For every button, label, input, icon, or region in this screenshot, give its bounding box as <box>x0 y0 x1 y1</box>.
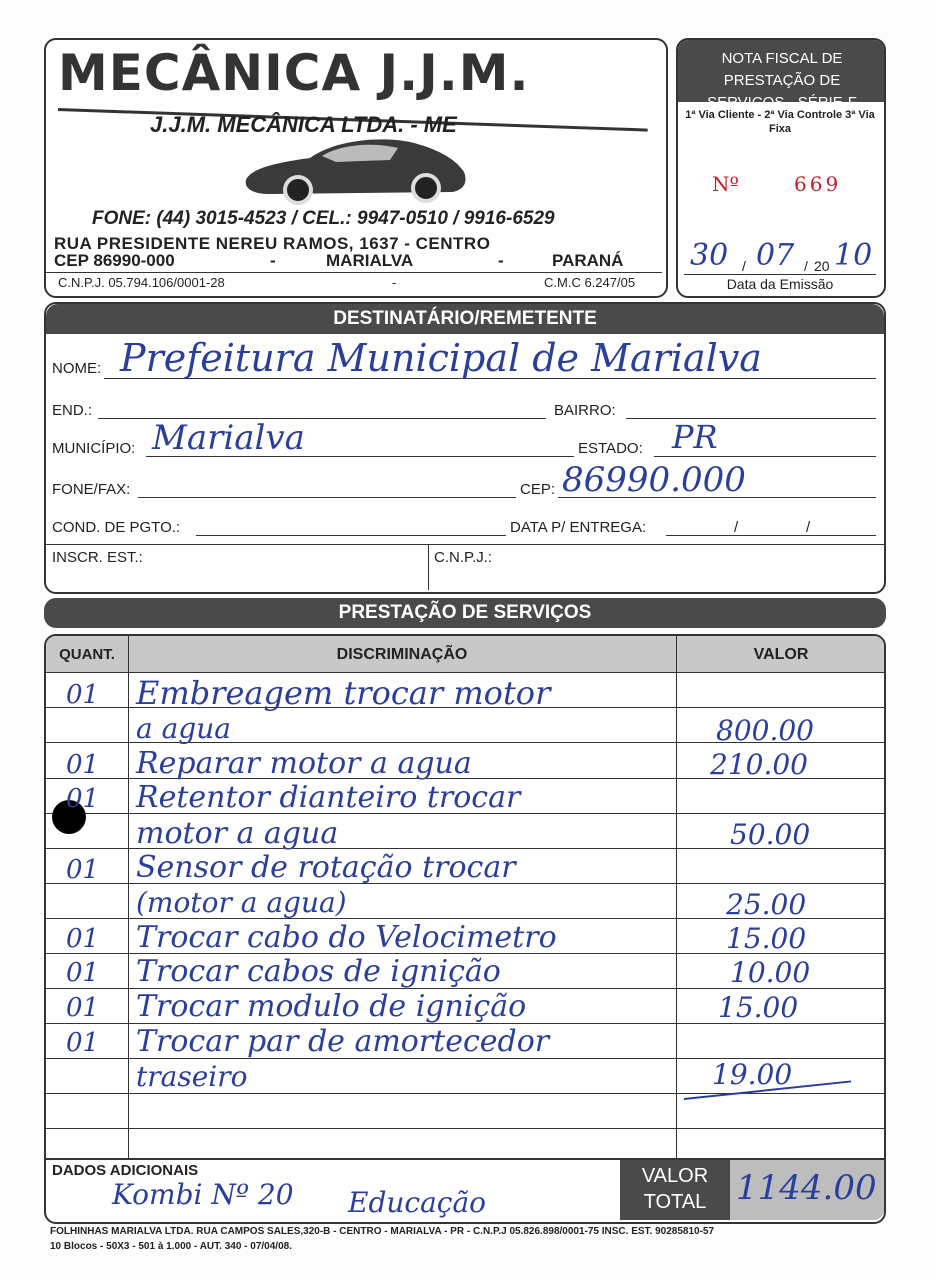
cnpj-label: C.N.P.J.: <box>434 549 493 566</box>
municipio-label: MUNICÍPIO: <box>52 440 136 457</box>
car-wheel-front <box>285 177 311 203</box>
bairro-label: BAIRRO: <box>554 402 616 419</box>
item-8-desc-cont: traseiro <box>136 1060 248 1093</box>
entrega-sep-1: / <box>734 519 739 536</box>
company-cnpj: C.N.P.J. 05.794.106/0001-28 <box>58 275 225 290</box>
item-1-desc: Embreagem trocar motor <box>136 674 551 712</box>
servicos-title: PRESTAÇÃO DE SERVIÇOS <box>44 598 886 628</box>
item-2-quant: 01 <box>66 750 100 780</box>
inscr-label: INSCR. EST.: <box>52 549 143 566</box>
emission-year: 10 <box>834 238 873 273</box>
company-phones: FONE: (44) 3015-4523 / CEL.: 9947-0510 / 9916-6529 <box>92 208 555 229</box>
nota-number-label: Nº <box>712 172 739 196</box>
item-6-desc: Trocar cabos de ignição <box>136 954 501 989</box>
company-legal-name: J.J.M. MECÂNICA LTDA. - ME <box>150 112 457 137</box>
printer-info-1: FOLHINHAS MARIALVA LTDA. RUA CAMPOS SALES,320-B - CENTRO - MARIALVA - PR - C.N.P.J 05.826.898/0001-75 INSC. EST. 90285810-57 <box>50 1226 715 1237</box>
fone-label: FONE/FAX: <box>52 481 131 498</box>
inscr-col-divider <box>428 544 429 590</box>
car-logo <box>240 128 470 206</box>
adicionais-value-2: Educação <box>348 1186 487 1219</box>
company-state: PARANÁ <box>552 251 624 270</box>
item-1-desc-cont: a agua <box>136 712 231 745</box>
emission-day: 30 <box>690 238 729 273</box>
adicionais-value: Kombi Nº 20 <box>112 1178 294 1211</box>
item-5-desc: Trocar cabo do Velocimetro <box>136 920 557 955</box>
col-quant-header: QUANT. <box>59 646 115 663</box>
item-6-quant: 01 <box>66 958 100 988</box>
item-2-value: 210.00 <box>710 748 808 781</box>
company-dash-1: - <box>270 251 276 270</box>
emission-month: 07 <box>756 238 795 273</box>
entrega-line <box>666 535 876 536</box>
item-3-desc: Retentor dianteiro trocar <box>136 780 521 815</box>
row-line <box>46 672 884 673</box>
item-2-desc: Reparar motor a agua <box>136 746 472 781</box>
item-8-value: 19.00 <box>712 1058 793 1091</box>
municipio-value: Marialva <box>152 418 305 458</box>
date-sep-2: / <box>804 258 808 274</box>
date-underline <box>684 274 876 275</box>
item-7-quant: 01 <box>66 993 100 1023</box>
item-1-quant: 01 <box>66 680 100 710</box>
total-label-2: TOTAL <box>643 1191 707 1213</box>
cep-label: CEP: <box>520 481 556 498</box>
nota-title: NOTA FISCAL DE PRESTAÇÃO DE SERVIÇOS - SÉRIE-F <box>707 50 857 111</box>
nome-value: Prefeitura Municipal de Marialva <box>120 336 762 380</box>
item-4-desc: Sensor de rotação trocar <box>136 850 516 885</box>
company-city: MARIALVA <box>326 251 414 270</box>
cep-value: 86990.000 <box>562 460 746 500</box>
estado-label: ESTADO: <box>578 440 643 457</box>
item-4-quant: 01 <box>66 855 100 885</box>
fone-line <box>138 497 516 498</box>
item-5-quant: 01 <box>66 924 100 954</box>
pgto-label: COND. DE PGTO.: <box>52 519 181 536</box>
total-value: 1144.00 <box>736 1168 877 1208</box>
item-3-value: 50.00 <box>730 818 811 851</box>
nota-vias: 1ª Via Cliente - 2ª Via Controle 3ª Via Fixa <box>685 109 875 135</box>
company-dash-3: - <box>392 275 397 290</box>
adicionais-label: DADOS ADICIONAIS <box>52 1162 199 1179</box>
car-wheel-rear <box>413 175 439 201</box>
col-valor-header: VALOR <box>753 646 809 663</box>
item-6-value: 10.00 <box>730 956 811 989</box>
company-dash-2: - <box>498 251 504 270</box>
total-label-1: VALOR <box>641 1165 709 1187</box>
printer-info-2: 10 Blocos - 50X3 - 501 à 1.000 - AUT. 340 - 07/04/08. <box>50 1241 292 1252</box>
row-line <box>46 1093 884 1094</box>
item-3-quant: 01 <box>66 784 100 814</box>
row-line <box>46 1128 884 1129</box>
company-cmc: C.M.C 6.247/05 <box>544 275 636 290</box>
company-name: MECÂNICA J.J.M. <box>58 44 530 102</box>
pgto-line <box>196 535 506 536</box>
col-divider-2 <box>676 636 677 1158</box>
col-divider-1 <box>128 636 129 1158</box>
company-info-divider <box>46 272 662 273</box>
destinatario-title: DESTINATÁRIO/REMETENTE <box>46 304 884 334</box>
estado-line <box>654 456 876 457</box>
inscr-row-divider <box>46 544 884 545</box>
item-8-desc: Trocar par de amortecedor <box>136 1024 550 1059</box>
item-5-value: 15.00 <box>726 922 807 955</box>
item-3-desc-cont: motor a agua <box>136 816 339 851</box>
item-4-desc-cont: (motor a agua) <box>136 886 347 919</box>
estado-value: PR <box>672 418 718 456</box>
bairro-line <box>626 418 876 419</box>
item-7-desc: Trocar modulo de ignição <box>136 989 527 1024</box>
entrega-sep-2: / <box>806 519 811 536</box>
item-7-value: 15.00 <box>718 991 799 1024</box>
col-disc-header: DISCRIMINAÇÃO <box>336 646 468 663</box>
nota-number: 669 <box>794 172 842 196</box>
company-cep: CEP 86990-000 <box>54 251 175 270</box>
emission-year-prefix: 20 <box>814 258 830 274</box>
end-label: END.: <box>52 402 93 419</box>
date-sep-1: / <box>742 258 746 274</box>
item-8-quant: 01 <box>66 1028 100 1058</box>
company-address: RUA PRESIDENTE NEREU RAMOS, 1637 - CENTRO <box>54 234 491 253</box>
entrega-label: DATA P/ ENTREGA: <box>510 519 647 536</box>
nome-label: NOME: <box>52 360 102 377</box>
item-4-value: 25.00 <box>726 888 807 921</box>
item-1-value: 800.00 <box>716 714 814 747</box>
emission-date-label: Data da Emissão <box>726 276 834 292</box>
